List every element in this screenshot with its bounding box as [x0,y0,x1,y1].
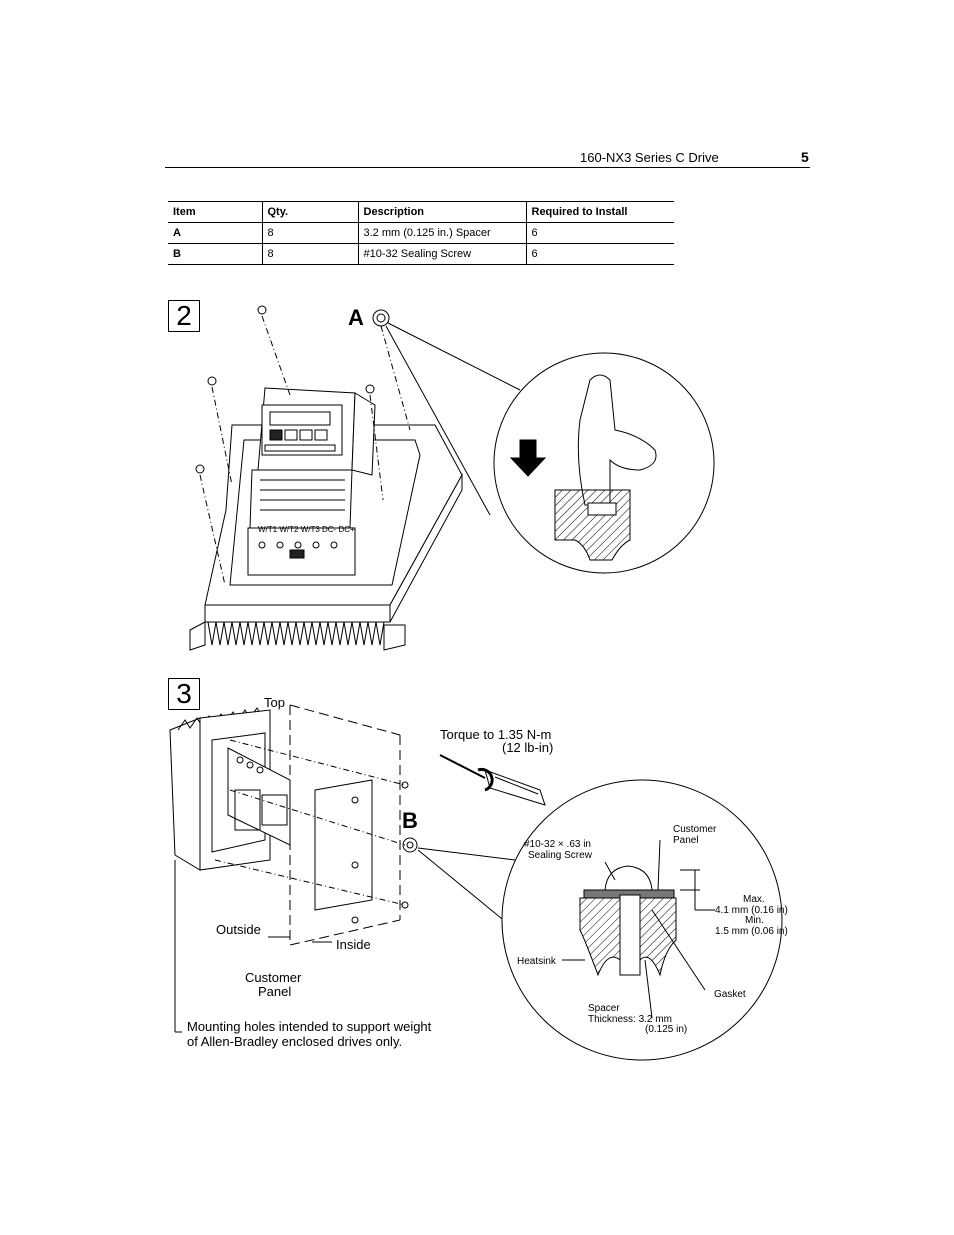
detail-screw-line1: #10-32 × .63 in [524,839,591,850]
detail-customer-panel-line1: Customer [673,824,717,835]
figure-2-drive-assembly [190,306,714,650]
table-cell: B [168,244,262,265]
detail-spacer-line2: Thickness: 3.2 mm [588,1014,672,1025]
inside-label: Inside [336,937,371,952]
detail-min-line2: 1.5 mm (0.06 in) [715,926,788,937]
table-cell: 6 [526,223,674,244]
figure-3-panel-mount [170,705,782,1060]
mounting-note-line1: Mounting holes intended to support weight [187,1019,432,1034]
column-header: Qty. [262,202,358,223]
detail-spacer-line1: Spacer [588,1003,620,1014]
torque-label-line2: (12 lb-in) [502,740,554,755]
table-cell: 8 [262,244,358,265]
step-3-box: 3 [168,678,200,710]
terminal-labels: W/T1 W/T2 W/T3 DC- DC+ [258,525,355,534]
detail-min-line1: Min. [745,915,764,926]
detail-heatsink-label: Heatsink [517,956,556,967]
detail-customer-panel-line2: Panel [673,835,699,846]
page-number: 5 [801,149,809,165]
callout-b-label: B [402,808,418,833]
outside-label: Outside [216,922,261,937]
callout-a-label: A [348,305,364,330]
detail-max-line2: 4.1 mm (0.16 in) [715,905,788,916]
torque-label-line1: Torque to 1.35 N-m [440,727,552,742]
detail-screw-line2: Sealing Screw [528,850,592,861]
page-header-title: 160-NX3 Series C Drive [580,150,719,165]
detail-spacer-line3: (0.125 in) [645,1024,688,1035]
table-cell: 3.2 mm (0.125 in.) Spacer [358,223,526,244]
column-header: Description [358,202,526,223]
top-label: Top [264,695,285,710]
table-cell: A [168,223,262,244]
column-header: Required to Install [526,202,674,223]
table-cell: 8 [262,223,358,244]
customer-panel-label-line2: Panel [258,984,292,999]
detail-max-line1: Max. [743,894,765,905]
detail-gasket-label: Gasket [714,989,746,1000]
table-cell: 6 [526,244,674,265]
column-header: Item [168,202,262,223]
table-cell: #10-32 Sealing Screw [358,244,526,265]
customer-panel-label-line1: Customer [245,970,302,985]
mounting-note-line2: of Allen-Bradley enclosed drives only. [187,1034,403,1049]
step-2-box: 2 [168,300,200,332]
